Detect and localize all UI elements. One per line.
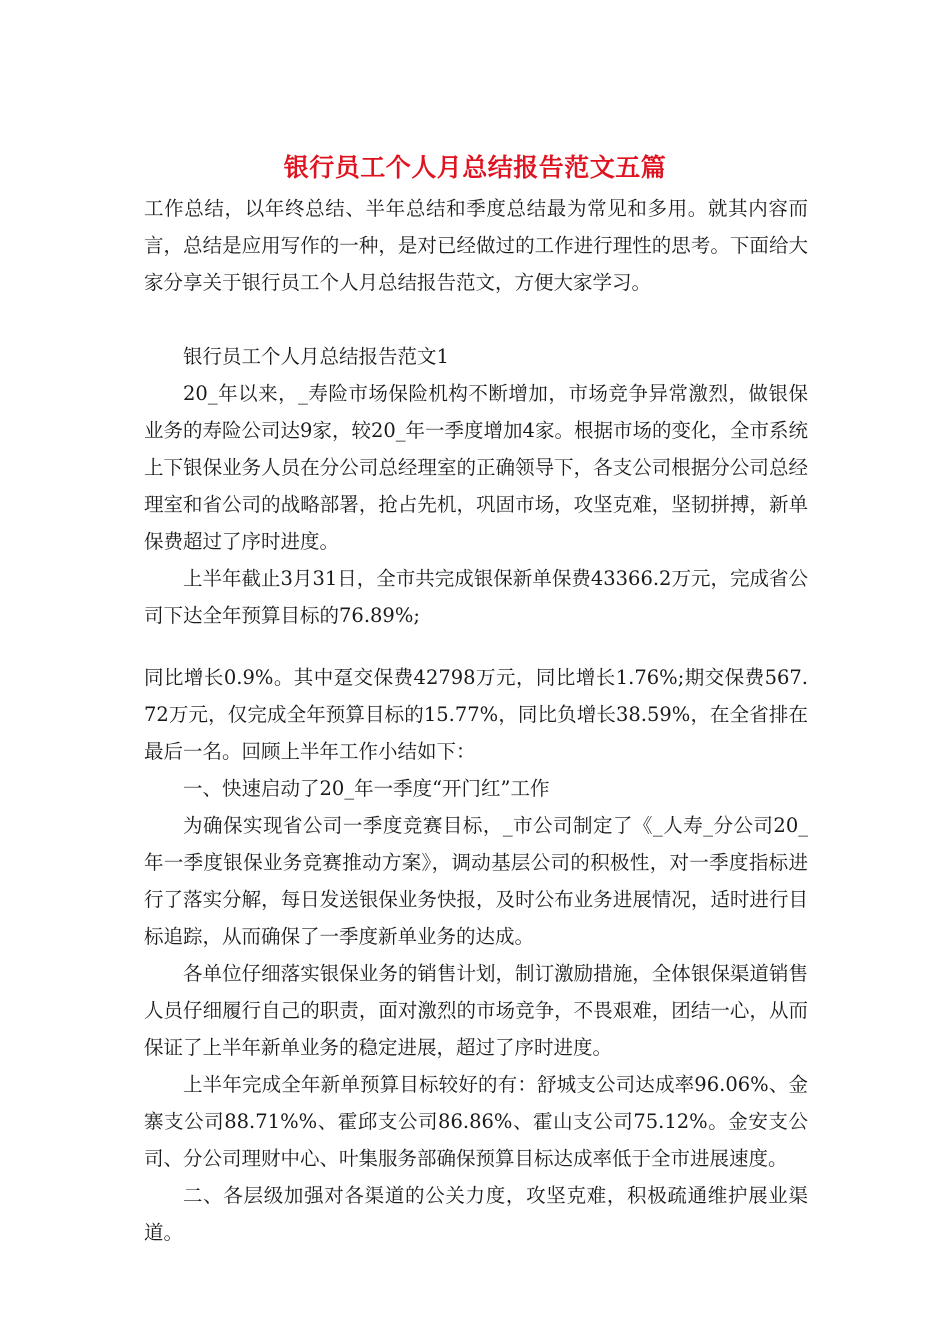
paragraph-growth: 同比增长0.9%。其中趸交保费42798万元，同比增长1.76%;期交保费567.72万元，仅完成全年预算目标的15.77%，同比负增长38.59%，在全省排在最后一名。回顾上半年工作小结如下： [144,666,808,763]
intro-block [144,190,808,301]
subheading-kickoff: 一、快速启动了20_年一季度“开门红”工作 [183,777,550,800]
paragraph-sales-plan: 各单位仔细落实银保业务的销售计划，制订激励措施，全体银保渠道销售人员仔细履行自己的职责，面对激烈的市场竞争，不畏艰难，团结一心，从而保证了上半年新单业务的稳定进展，超过了序时进度。 [144,962,808,1059]
paragraph-q1-results: 上半年截止3月31日，全市共完成银保新单保费43366.2万元，完成省公司下达全年预算目标的76.89%; [144,567,808,627]
section-1-block-b [144,659,808,1251]
paragraph-competition-plan: 为确保实现省公司一季度竞赛目标，_市公司制定了《_人寿_分公司20_年一季度银保业务竞赛推动方案》，调动基层公司的积极性，对一季度指标进行了落实分解，每日发送银保业务快报，及时公布业务进展情况，适时进行目标追踪，从而确保了一季度新单业务的达成。 [144,814,808,948]
section-1-block-a [144,338,808,634]
intro-paragraph: 工作总结，以年终总结、半年总结和季度总结最为常见和多用。就其内容而言，总结是应用写作的一种，是对已经做过的工作进行理性的思考。下面给大家分享关于银行员工个人月总结报告范文，方便大家学习。 [144,197,808,294]
document-title: 银行员工个人月总结报告范文五篇 [283,153,667,182]
paragraph-branch-rates: 上半年完成全年新单预算目标较好的有：舒城支公司达成率96.06%、金寨支公司88.71%%、霍邱支公司86.86%、霍山支公司75.12%。金安支公司、分公司理财中心、叶集服务部确保预算目标达成率低于全市进展速度。 [144,1073,808,1170]
section-1-heading: 银行员工个人月总结报告范文1 [183,345,449,368]
paragraph-market: 20_年以来，_寿险市场保险机构不断增加，市场竞争异常激烈，做银保业务的寿险公司达9家，较20_年一季度增加4家。根据市场的变化，全市系统上下银保业务人员在分公司总经理室的正确领导下，各支公司根据分公司总经理室和省公司的战略部署，抢占先机，巩固市场，攻坚克难，坚韧拼搏，新单保费超过了序时进度。 [144,382,808,553]
subheading-channels: 二、各层级加强对各渠道的公关力度，攻坚克难，积极疏通维护展业渠道。 [144,1184,808,1244]
